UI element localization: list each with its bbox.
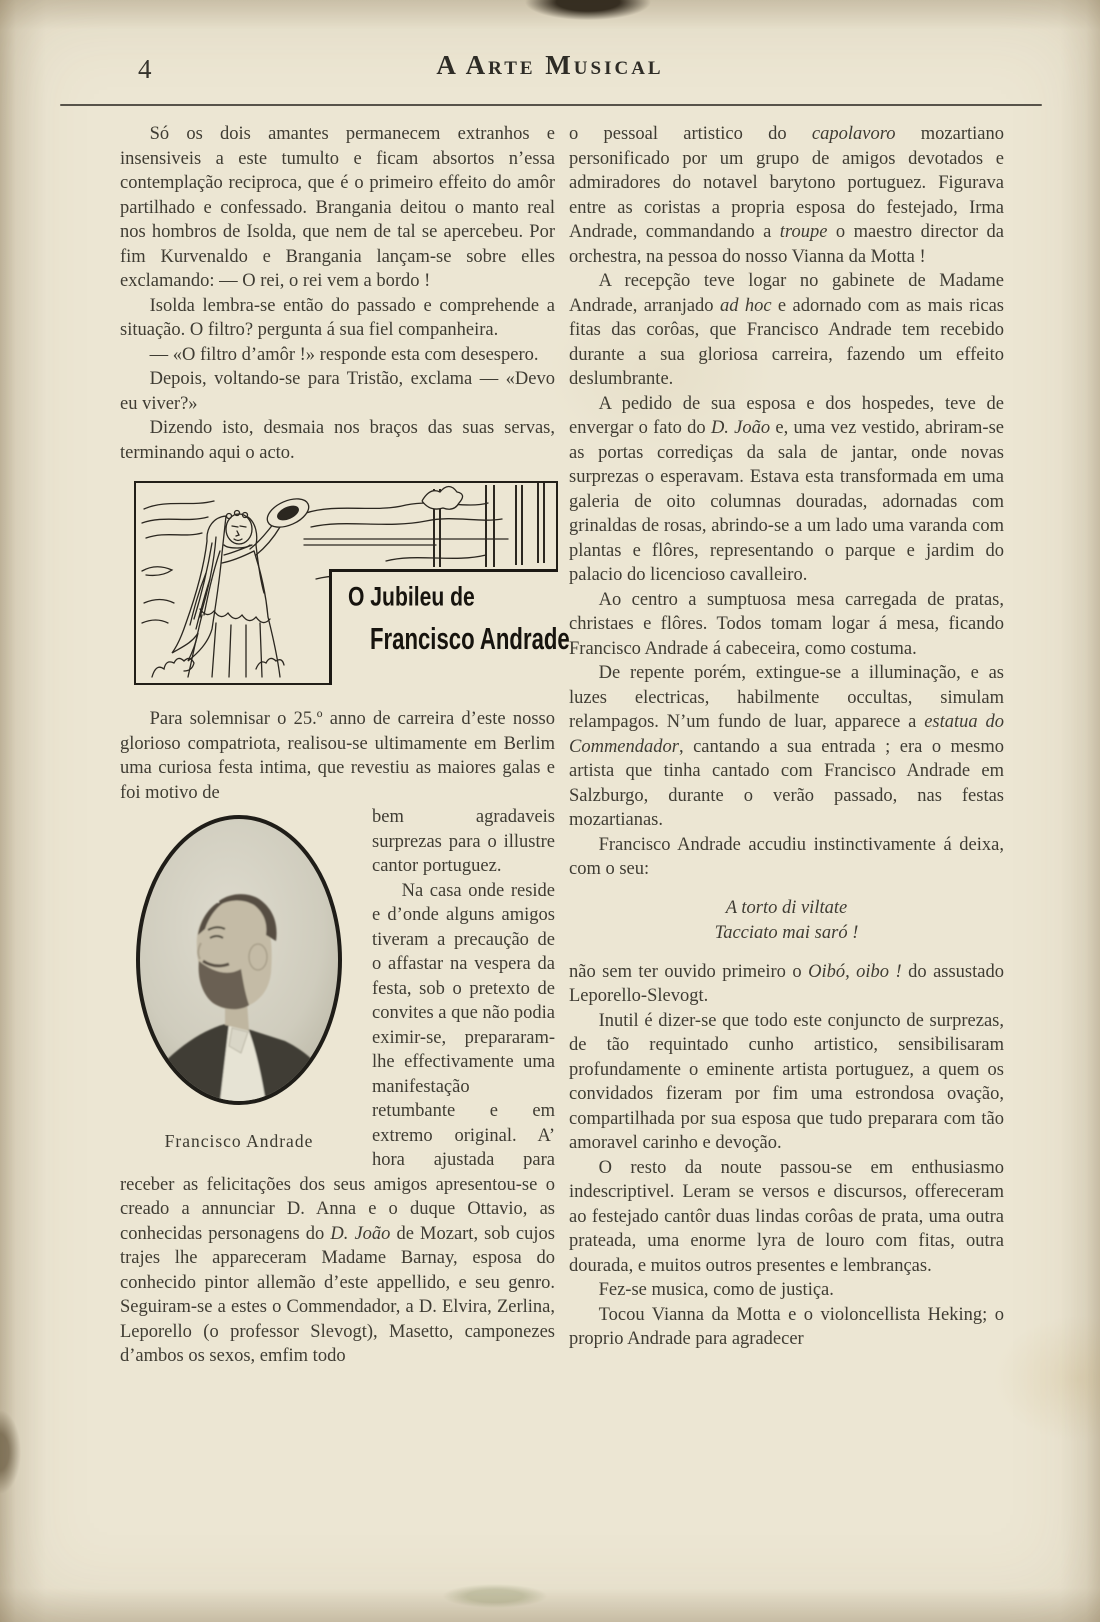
paragraph: Fez-se musica, como de justiça. <box>598 1280 834 1300</box>
right-column <box>569 122 1004 1369</box>
page-header <box>0 0 1100 96</box>
paragraph: Só os dois amantes permanecem extranhos e insensiveis a este tumulto e ficam absortos n’essa contemplação reciproca, que é o primeiro effeito do amôr partilhado e confessado. Brangania deitou o manto real nos hombros de Isolda, que nem de tal se apercebeu. Por fim Kurvenaldo e Brangania lançam-se sobre elles exclamando: — O rei, o rei vem a bordo ! <box>120 124 555 291</box>
paragraph: De repente porém, extingue-se a illuminação, e as luzes electricas, habilmente occultas, simulam relampagos. N’um fundo de luar, apparece a estatua do Commendador, cantando a sua entrada ; era o mesmo artista que tinha cantado com Francisco Andrade em Salzburgo, durante o verão passado, nas festas mozartianas. <box>569 663 1004 830</box>
paragraph: A pedido de sua esposa e dos hospedes, teve de envergar o fato do D. João e, uma vez vestido, abriram-se as portas corrediças da sala de jantar, onde novas surprezas o esperavam. Estava esta transformada em uma galeria de oito columnas douradas, adornadas com grinaldas de rosas, abrindo-se a um lado uma varanda com plantas e flôres, representando o parque e jardim do palacio do licencioso cavalleiro. <box>569 393 1004 585</box>
verse-line-2: Tacciato mai saró ! <box>714 922 859 943</box>
article-heading-line-1: O Jubileu de <box>348 582 475 613</box>
page-number: 4 <box>138 54 152 84</box>
paragraph: O resto da noute passou-se em enthusiasmo indescriptivel. Leram se versos e discursos, offereceram ao festejado cantôr duas lindas corôas de prata, uma outra prateada, uma enorme lyra de louro com fitas, outra dourada, e muitos outros presentes e lembranças. <box>569 1157 1004 1276</box>
portrait-photo <box>133 811 345 1109</box>
article-heading-line-2: Francisco Andrade <box>370 621 570 656</box>
paragraph: Tocou Vianna da Motta e o violoncellista Heking; o proprio Andrade para agradecer <box>569 1304 1004 1349</box>
paragraph: bem agradaveis surprezas para o illustre cantor portuguez. <box>372 807 555 876</box>
verse-line-1: A torto di viltate <box>725 897 848 918</box>
paragraph: A recepção teve logar no gabinete de Madame Andrade, arranjado ad hoc e adornado com as mais ricas fitas das corôas, que Francisco Andrade tem recebido durante a sua gloriosa carreira, fazendo um effeito deslumbrante. <box>569 271 1004 389</box>
paragraph: Dizendo isto, desmaia nos braços das suas servas, terminando aqui o acto. <box>120 418 555 463</box>
paragraph: o pessoal artistico do capolavoro mozartiano personificado por um grupo de amigos devotados e admiradores do notavel barytono portuguez. Figurava entre as coristas a propria esposa do festejado, Irma Andrade, commandando a troupe o maestro director da orchestra, na pessoa do nosso Vianna da Motta ! <box>569 124 1005 267</box>
portrait-figure <box>120 811 358 1153</box>
portrait-caption: Francisco Andrade <box>164 1130 314 1151</box>
paragraph: Isolda lembra-se então do passado e comprehende a situação. O filtro? pergunta á sua fiel companheira. <box>120 295 555 340</box>
paragraph: Francisco Andrade accudiu instinctivamente á deixa, com o seu: <box>569 834 1004 879</box>
paragraph: Inutil é dizer-se que todo este conjuncto de surprezas, de tão requintado cunho artistico, sensibilisaram profundamente o eminente artista portuguez, a quem os convidados fizeram por fim uma estrondosa ovação, compartilhada por sua esposa que tudo preparara com tão amoravel carinho e devoção. <box>569 1010 1004 1153</box>
paragraph: Para solemnisar o 25.º anno de carreira d’este nosso glorioso compatriota, realisou-se ultimamente em Berlim uma curiosa festa intima, que revestiu as maiores galas e foi motivo de <box>120 709 555 803</box>
journal-title: A Arte Musical <box>436 50 664 80</box>
paragraph: — «O filtro d’amôr !» responde esta com desespero. <box>149 344 539 365</box>
paragraph: não sem ter ouvido primeiro o Oibó, oibo ! do assustado Leporello-Slevogt. <box>569 961 1004 1006</box>
paragraph: Na casa onde reside e d’onde alguns amigos tiveram a precaução de o affastar na vespera da festa, sob o pretexto de convites a que não podia eximir-se, prepararam-lhe effectivamente uma manifestação retumbante e em extremo original. A’ hora ajustada para receber as felicitações dos seus amigos apresentou-se o creado a annunciar D. Anna e o duque Ottavio, as conhecidas personagens do D. João de Mozart, sob cujos trajes lhe appareceram Madame Barnay, esposa do conhecido pintor allemão d’este appellido, e seu genro. Seguiram-se a estes o Commendador, a D. Elvira, Zerlina, Leporello (o professor Slevogt), Masetto, camponezes d’ambos os sexos, emfim todo <box>120 880 555 1366</box>
paragraph: Depois, voltando-se para Tristão, exclama — «Devo eu viver?» <box>120 369 555 414</box>
left-column <box>120 122 570 1369</box>
article-heading <box>329 569 570 685</box>
page-content <box>0 106 1100 1369</box>
paragraph: Ao centro a sumptuosa mesa carregada de pratas, christaes e flôres. Todos tomam logar á mesa, ficando Francisco Andrade á cabeceira, como costuma. <box>569 589 1004 659</box>
quoted-verse <box>569 896 1004 946</box>
article-header-illustration <box>134 481 570 685</box>
